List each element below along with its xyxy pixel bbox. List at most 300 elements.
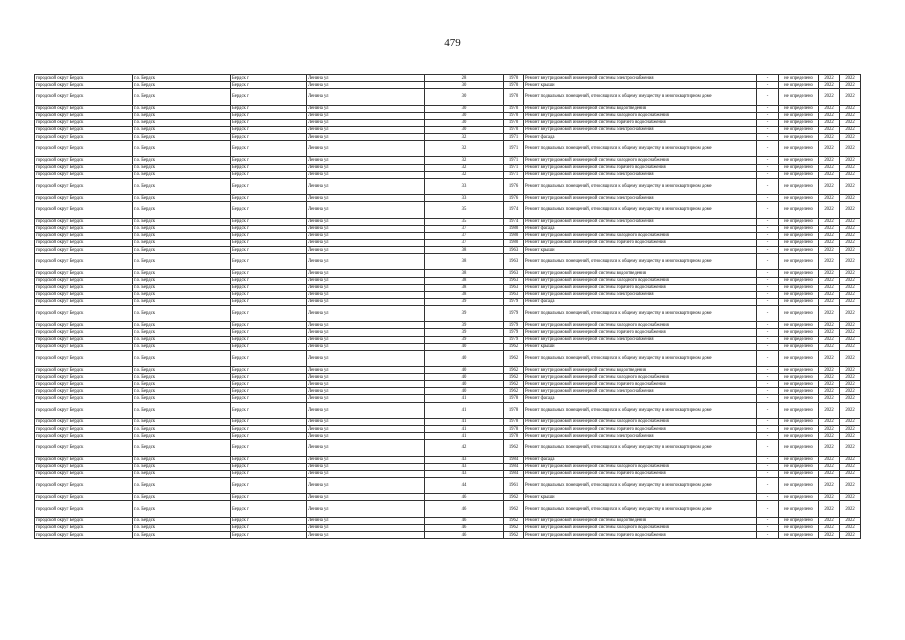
year-end-cell: 2022 — [840, 322, 861, 329]
settlement-type-cell: г.о. Бердск — [133, 531, 231, 538]
house-cell: 30 — [425, 126, 504, 133]
street-cell: Ленина ул — [307, 367, 425, 374]
work-cell: Ремонт крыши — [524, 494, 757, 501]
year-end-cell: 2022 — [840, 463, 861, 470]
year-end-cell: 2022 — [840, 126, 861, 133]
year-end-cell: 2022 — [840, 202, 861, 218]
cost-cell: не определено — [779, 388, 819, 395]
street-cell: Ленина ул — [307, 433, 425, 440]
house-cell: 40 — [425, 388, 504, 395]
year-end-cell: 2022 — [840, 218, 861, 225]
cost-cell: не определено — [779, 105, 819, 112]
municipality-cell: городской округ Бердск — [35, 524, 133, 531]
build-year-cell: 1971 — [504, 171, 524, 178]
settlement-type-cell: г.о. Бердск — [133, 126, 231, 133]
build-year-cell: 1979 — [504, 298, 524, 305]
year-end-cell: 2022 — [840, 374, 861, 381]
cost-cell: не определено — [779, 277, 819, 284]
build-year-cell: 1971 — [504, 157, 524, 164]
build-year-cell: 1962 — [504, 381, 524, 388]
settlement-cell: Бердск г — [231, 374, 307, 381]
municipality-cell: городской округ Бердск — [35, 395, 133, 402]
settlement-cell: Бердск г — [231, 225, 307, 232]
table-row — [35, 440, 861, 456]
work-cell: Ремонт фасада — [524, 456, 757, 463]
settlement-cell: Бердск г — [231, 157, 307, 164]
settlement-cell: Бердск г — [231, 329, 307, 336]
cost-cell: не определено — [779, 418, 819, 425]
cost-cell: не определено — [779, 456, 819, 463]
work-cell: Ремонт подвальных помещений, относящихся к общему имуществу в многоквартирном доме — [524, 202, 757, 218]
street-cell: Ленина ул — [307, 178, 425, 194]
table-row — [35, 531, 861, 538]
settlement-cell: Бердск г — [231, 119, 307, 126]
work-cell: Ремонт подвальных помещений, относящихся к общему имуществу в многоквартирном доме — [524, 254, 757, 270]
municipality-cell: городской округ Бердск — [35, 374, 133, 381]
build-year-cell: 1962 — [504, 367, 524, 374]
year-start-cell: 2022 — [819, 126, 840, 133]
year-start-cell: 2022 — [819, 456, 840, 463]
house-cell: 46 — [425, 524, 504, 531]
table-row — [35, 133, 861, 140]
work-cell: Ремонт внутридомовой инженерной системы электроснабжения — [524, 291, 757, 298]
settlement-type-cell: г.о. Бердск — [133, 112, 231, 119]
year-start-cell: 2022 — [819, 517, 840, 524]
cost-cell: не определено — [779, 133, 819, 140]
settlement-type-cell: г.о. Бердск — [133, 298, 231, 305]
year-end-cell: 2022 — [840, 225, 861, 232]
year-end-cell: 2022 — [840, 470, 861, 477]
house-cell: 38 — [425, 246, 504, 253]
house-cell: 46 — [425, 494, 504, 501]
settlement-type-cell: г.о. Бердск — [133, 367, 231, 374]
house-cell: 43 — [425, 470, 504, 477]
area-cell: - — [757, 336, 779, 343]
municipality-cell: городской округ Бердск — [35, 388, 133, 395]
cost-cell: не определено — [779, 171, 819, 178]
table-row — [35, 418, 861, 425]
area-cell: - — [757, 246, 779, 253]
build-year-cell: 1962 — [504, 501, 524, 517]
settlement-cell: Бердск г — [231, 388, 307, 395]
area-cell: - — [757, 195, 779, 202]
area-cell: - — [757, 157, 779, 164]
street-cell: Ленина ул — [307, 501, 425, 517]
build-year-cell: 1961 — [504, 477, 524, 493]
year-end-cell: 2022 — [840, 367, 861, 374]
work-cell: Ремонт внутридомовой инженерной системы электроснабжения — [524, 171, 757, 178]
area-cell: - — [757, 477, 779, 493]
year-start-cell: 2022 — [819, 501, 840, 517]
municipality-cell: городской округ Бердск — [35, 381, 133, 388]
settlement-cell: Бердск г — [231, 133, 307, 140]
settlement-cell: Бердск г — [231, 254, 307, 270]
area-cell: - — [757, 395, 779, 402]
area-cell: - — [757, 329, 779, 336]
house-cell: 32 — [425, 141, 504, 157]
settlement-type-cell: г.о. Бердск — [133, 381, 231, 388]
street-cell: Ленина ул — [307, 164, 425, 171]
cost-cell: не определено — [779, 291, 819, 298]
street-cell: Ленина ул — [307, 524, 425, 531]
area-cell: - — [757, 164, 779, 171]
settlement-type-cell: г.о. Бердск — [133, 517, 231, 524]
area-cell: - — [757, 367, 779, 374]
settlement-cell: Бердск г — [231, 284, 307, 291]
settlement-type-cell: г.о. Бердск — [133, 477, 231, 493]
table-row — [35, 433, 861, 440]
house-cell: 44 — [425, 477, 504, 493]
street-cell: Ленина ул — [307, 112, 425, 119]
year-start-cell: 2022 — [819, 141, 840, 157]
settlement-type-cell: г.о. Бердск — [133, 305, 231, 321]
year-end-cell: 2022 — [840, 388, 861, 395]
work-cell: Ремонт подвальных помещений, относящихся к общему имуществу в многоквартирном доме — [524, 305, 757, 321]
build-year-cell: 1962 — [504, 494, 524, 501]
table-row — [35, 367, 861, 374]
house-cell: 30 — [425, 119, 504, 126]
settlement-type-cell: г.о. Бердск — [133, 232, 231, 239]
year-end-cell: 2022 — [840, 433, 861, 440]
cost-cell: не определено — [779, 501, 819, 517]
table-row — [35, 141, 861, 157]
year-end-cell: 2022 — [840, 501, 861, 517]
cost-cell: не определено — [779, 202, 819, 218]
cost-cell: не определено — [779, 322, 819, 329]
street-cell: Ленина ул — [307, 336, 425, 343]
settlement-type-cell: г.о. Бердск — [133, 374, 231, 381]
settlement-type-cell: г.о. Бердск — [133, 202, 231, 218]
area-cell: - — [757, 270, 779, 277]
area-cell: - — [757, 254, 779, 270]
year-end-cell: 2022 — [840, 440, 861, 456]
build-year-cell: 1971 — [504, 141, 524, 157]
settlement-cell: Бердск г — [231, 82, 307, 89]
street-cell: Ленина ул — [307, 322, 425, 329]
house-cell: 30 — [425, 105, 504, 112]
settlement-type-cell: г.о. Бердск — [133, 329, 231, 336]
municipality-cell: городской округ Бердск — [35, 456, 133, 463]
year-end-cell: 2022 — [840, 381, 861, 388]
build-year-cell: 1970 — [504, 119, 524, 126]
municipality-cell: городской округ Бердск — [35, 494, 133, 501]
year-start-cell: 2022 — [819, 531, 840, 538]
settlement-cell: Бердск г — [231, 336, 307, 343]
settlement-cell: Бердск г — [231, 195, 307, 202]
table-row — [35, 463, 861, 470]
settlement-type-cell: г.о. Бердск — [133, 82, 231, 89]
settlement-cell: Бердск г — [231, 524, 307, 531]
table-row — [35, 350, 861, 366]
year-end-cell: 2022 — [840, 291, 861, 298]
street-cell: Ленина ул — [307, 141, 425, 157]
cost-cell: не определено — [779, 178, 819, 194]
year-start-cell: 2022 — [819, 195, 840, 202]
cost-cell: не определено — [779, 195, 819, 202]
settlement-type-cell: г.о. Бердск — [133, 164, 231, 171]
house-cell: 40 — [425, 381, 504, 388]
settlement-cell: Бердск г — [231, 395, 307, 402]
settlement-type-cell: г.о. Бердск — [133, 402, 231, 418]
street-cell: Ленина ул — [307, 105, 425, 112]
build-year-cell: 1980 — [504, 232, 524, 239]
municipality-cell: городской округ Бердск — [35, 126, 133, 133]
table-row — [35, 119, 861, 126]
settlement-type-cell: г.о. Бердск — [133, 456, 231, 463]
cost-cell: не определено — [779, 270, 819, 277]
house-cell: 46 — [425, 517, 504, 524]
cost-cell: не определено — [779, 75, 819, 82]
table-row — [35, 75, 861, 82]
build-year-cell: 1979 — [504, 329, 524, 336]
cost-cell: не определено — [779, 126, 819, 133]
street-cell: Ленина ул — [307, 82, 425, 89]
settlement-cell: Бердск г — [231, 277, 307, 284]
table-row — [35, 232, 861, 239]
settlement-cell: Бердск г — [231, 270, 307, 277]
street-cell: Ленина ул — [307, 218, 425, 225]
house-cell: 40 — [425, 367, 504, 374]
municipality-cell: городской округ Бердск — [35, 440, 133, 456]
area-cell: - — [757, 305, 779, 321]
table-body — [35, 75, 861, 539]
area-cell: - — [757, 426, 779, 433]
year-end-cell: 2022 — [840, 298, 861, 305]
cost-cell: не определено — [779, 374, 819, 381]
year-end-cell: 2022 — [840, 336, 861, 343]
area-cell: - — [757, 343, 779, 350]
cost-cell: не определено — [779, 239, 819, 246]
build-year-cell: 1970 — [504, 126, 524, 133]
house-cell: 37 — [425, 225, 504, 232]
municipality-cell: городской округ Бердск — [35, 298, 133, 305]
street-cell: Ленина ул — [307, 277, 425, 284]
street-cell: Ленина ул — [307, 463, 425, 470]
build-year-cell: 1984 — [504, 463, 524, 470]
build-year-cell: 1980 — [504, 225, 524, 232]
work-cell: Ремонт внутридомовой инженерной системы водоотведения — [524, 270, 757, 277]
settlement-type-cell: г.о. Бердск — [133, 105, 231, 112]
year-start-cell: 2022 — [819, 284, 840, 291]
municipality-cell: городской округ Бердск — [35, 195, 133, 202]
cost-cell: не определено — [779, 343, 819, 350]
settlement-cell: Бердск г — [231, 291, 307, 298]
cost-cell: не определено — [779, 463, 819, 470]
street-cell: Ленина ул — [307, 440, 425, 456]
settlement-cell: Бердск г — [231, 477, 307, 493]
cost-cell: не определено — [779, 329, 819, 336]
settlement-cell: Бердск г — [231, 456, 307, 463]
work-cell: Ремонт крыши — [524, 82, 757, 89]
house-cell: 37 — [425, 232, 504, 239]
municipality-cell: городской округ Бердск — [35, 418, 133, 425]
settlement-type-cell: г.о. Бердск — [133, 284, 231, 291]
municipality-cell: городской округ Бердск — [35, 133, 133, 140]
table-row — [35, 202, 861, 218]
municipality-cell: городской округ Бердск — [35, 202, 133, 218]
area-cell: - — [757, 239, 779, 246]
settlement-type-cell: г.о. Бердск — [133, 195, 231, 202]
build-year-cell: 1963 — [504, 254, 524, 270]
settlement-cell: Бердск г — [231, 105, 307, 112]
settlement-cell: Бердск г — [231, 343, 307, 350]
cost-cell: не определено — [779, 531, 819, 538]
settlement-type-cell: г.о. Бердск — [133, 75, 231, 82]
settlement-type-cell: г.о. Бердск — [133, 291, 231, 298]
area-cell: - — [757, 82, 779, 89]
settlement-cell: Бердск г — [231, 246, 307, 253]
year-start-cell: 2022 — [819, 239, 840, 246]
settlement-cell: Бердск г — [231, 418, 307, 425]
build-year-cell: 1970 — [504, 75, 524, 82]
cost-cell: не определено — [779, 477, 819, 493]
cost-cell: не определено — [779, 440, 819, 456]
settlement-type-cell: г.о. Бердск — [133, 322, 231, 329]
settlement-cell: Бердск г — [231, 171, 307, 178]
settlement-type-cell: г.о. Бердск — [133, 246, 231, 253]
build-year-cell: 1962 — [504, 524, 524, 531]
area-cell: - — [757, 141, 779, 157]
table-row — [35, 270, 861, 277]
year-end-cell: 2022 — [840, 164, 861, 171]
year-start-cell: 2022 — [819, 367, 840, 374]
table-row — [35, 426, 861, 433]
cost-cell: не определено — [779, 112, 819, 119]
cost-cell: не определено — [779, 232, 819, 239]
work-cell: Ремонт подвальных помещений, относящихся к общему имуществу в многоквартирном доме — [524, 440, 757, 456]
work-cell: Ремонт внутридомовой инженерной системы холодного водоснабжения — [524, 112, 757, 119]
settlement-cell: Бердск г — [231, 470, 307, 477]
table-row — [35, 343, 861, 350]
street-cell: Ленина ул — [307, 89, 425, 105]
settlement-cell: Бердск г — [231, 305, 307, 321]
street-cell: Ленина ул — [307, 388, 425, 395]
table-row — [35, 178, 861, 194]
year-start-cell: 2022 — [819, 202, 840, 218]
street-cell: Ленина ул — [307, 470, 425, 477]
house-cell: 32 — [425, 157, 504, 164]
area-cell: - — [757, 284, 779, 291]
build-year-cell: 1962 — [504, 440, 524, 456]
street-cell: Ленина ул — [307, 456, 425, 463]
year-start-cell: 2022 — [819, 343, 840, 350]
area-cell: - — [757, 218, 779, 225]
area-cell: - — [757, 105, 779, 112]
settlement-type-cell: г.о. Бердск — [133, 426, 231, 433]
house-cell: 46 — [425, 501, 504, 517]
table-row — [35, 82, 861, 89]
area-cell: - — [757, 178, 779, 194]
settlement-type-cell: г.о. Бердск — [133, 270, 231, 277]
year-start-cell: 2022 — [819, 433, 840, 440]
house-cell: 37 — [425, 239, 504, 246]
build-year-cell: 1963 — [504, 284, 524, 291]
build-year-cell: 1984 — [504, 456, 524, 463]
municipality-cell: городской округ Бердск — [35, 112, 133, 119]
area-cell: - — [757, 517, 779, 524]
settlement-cell: Бердск г — [231, 501, 307, 517]
year-start-cell: 2022 — [819, 133, 840, 140]
municipality-cell: городской округ Бердск — [35, 329, 133, 336]
settlement-type-cell: г.о. Бердск — [133, 463, 231, 470]
area-cell: - — [757, 418, 779, 425]
street-cell: Ленина ул — [307, 298, 425, 305]
year-end-cell: 2022 — [840, 343, 861, 350]
build-year-cell: 1979 — [504, 305, 524, 321]
build-year-cell: 1978 — [504, 418, 524, 425]
build-year-cell: 1978 — [504, 402, 524, 418]
cost-cell: не определено — [779, 494, 819, 501]
house-cell: 33 — [425, 178, 504, 194]
year-start-cell: 2022 — [819, 218, 840, 225]
house-cell: 40 — [425, 350, 504, 366]
year-end-cell: 2022 — [840, 171, 861, 178]
house-cell: 38 — [425, 284, 504, 291]
table-row — [35, 218, 861, 225]
house-cell: 38 — [425, 254, 504, 270]
house-cell: 46 — [425, 531, 504, 538]
municipality-cell: городской округ Бердск — [35, 367, 133, 374]
settlement-type-cell: г.о. Бердск — [133, 433, 231, 440]
house-cell: 33 — [425, 195, 504, 202]
street-cell: Ленина ул — [307, 284, 425, 291]
work-cell: Ремонт внутридомовой инженерной системы водоотведения — [524, 105, 757, 112]
build-year-cell: 1976 — [504, 195, 524, 202]
area-cell: - — [757, 232, 779, 239]
year-start-cell: 2022 — [819, 112, 840, 119]
area-cell: - — [757, 456, 779, 463]
municipality-cell: городской округ Бердск — [35, 270, 133, 277]
area-cell: - — [757, 277, 779, 284]
municipality-cell: городской округ Бердск — [35, 531, 133, 538]
house-cell: 43 — [425, 463, 504, 470]
settlement-cell: Бердск г — [231, 440, 307, 456]
work-cell: Ремонт внутридомовой инженерной системы горячего водоснабжения — [524, 164, 757, 171]
year-end-cell: 2022 — [840, 239, 861, 246]
year-start-cell: 2022 — [819, 381, 840, 388]
settlement-type-cell: г.о. Бердск — [133, 141, 231, 157]
work-cell: Ремонт внутридомовой инженерной системы холодного водоснабжения — [524, 374, 757, 381]
build-year-cell: 1979 — [504, 322, 524, 329]
municipality-cell: городской округ Бердск — [35, 470, 133, 477]
work-cell: Ремонт внутридомовой инженерной системы горячего водоснабжения — [524, 381, 757, 388]
settlement-cell: Бердск г — [231, 89, 307, 105]
settlement-cell: Бердск г — [231, 239, 307, 246]
cost-cell: не определено — [779, 470, 819, 477]
cost-cell: не определено — [779, 426, 819, 433]
build-year-cell: 1974 — [504, 218, 524, 225]
year-end-cell: 2022 — [840, 112, 861, 119]
build-year-cell: 1962 — [504, 531, 524, 538]
municipality-cell: городской округ Бердск — [35, 433, 133, 440]
house-cell: 28 — [425, 75, 504, 82]
work-cell: Ремонт внутридомовой инженерной системы электроснабжения — [524, 433, 757, 440]
work-cell: Ремонт фасада — [524, 395, 757, 402]
cost-cell: не определено — [779, 395, 819, 402]
cost-cell: не определено — [779, 119, 819, 126]
year-start-cell: 2022 — [819, 477, 840, 493]
table-row — [35, 395, 861, 402]
table-row — [35, 277, 861, 284]
municipality-cell: городской округ Бердск — [35, 322, 133, 329]
year-end-cell: 2022 — [840, 524, 861, 531]
table-row — [35, 322, 861, 329]
work-cell: Ремонт внутридомовой инженерной системы горячего водоснабжения — [524, 119, 757, 126]
build-year-cell: 1971 — [504, 164, 524, 171]
settlement-cell: Бердск г — [231, 350, 307, 366]
settlement-type-cell: г.о. Бердск — [133, 157, 231, 164]
municipality-cell: городской округ Бердск — [35, 277, 133, 284]
